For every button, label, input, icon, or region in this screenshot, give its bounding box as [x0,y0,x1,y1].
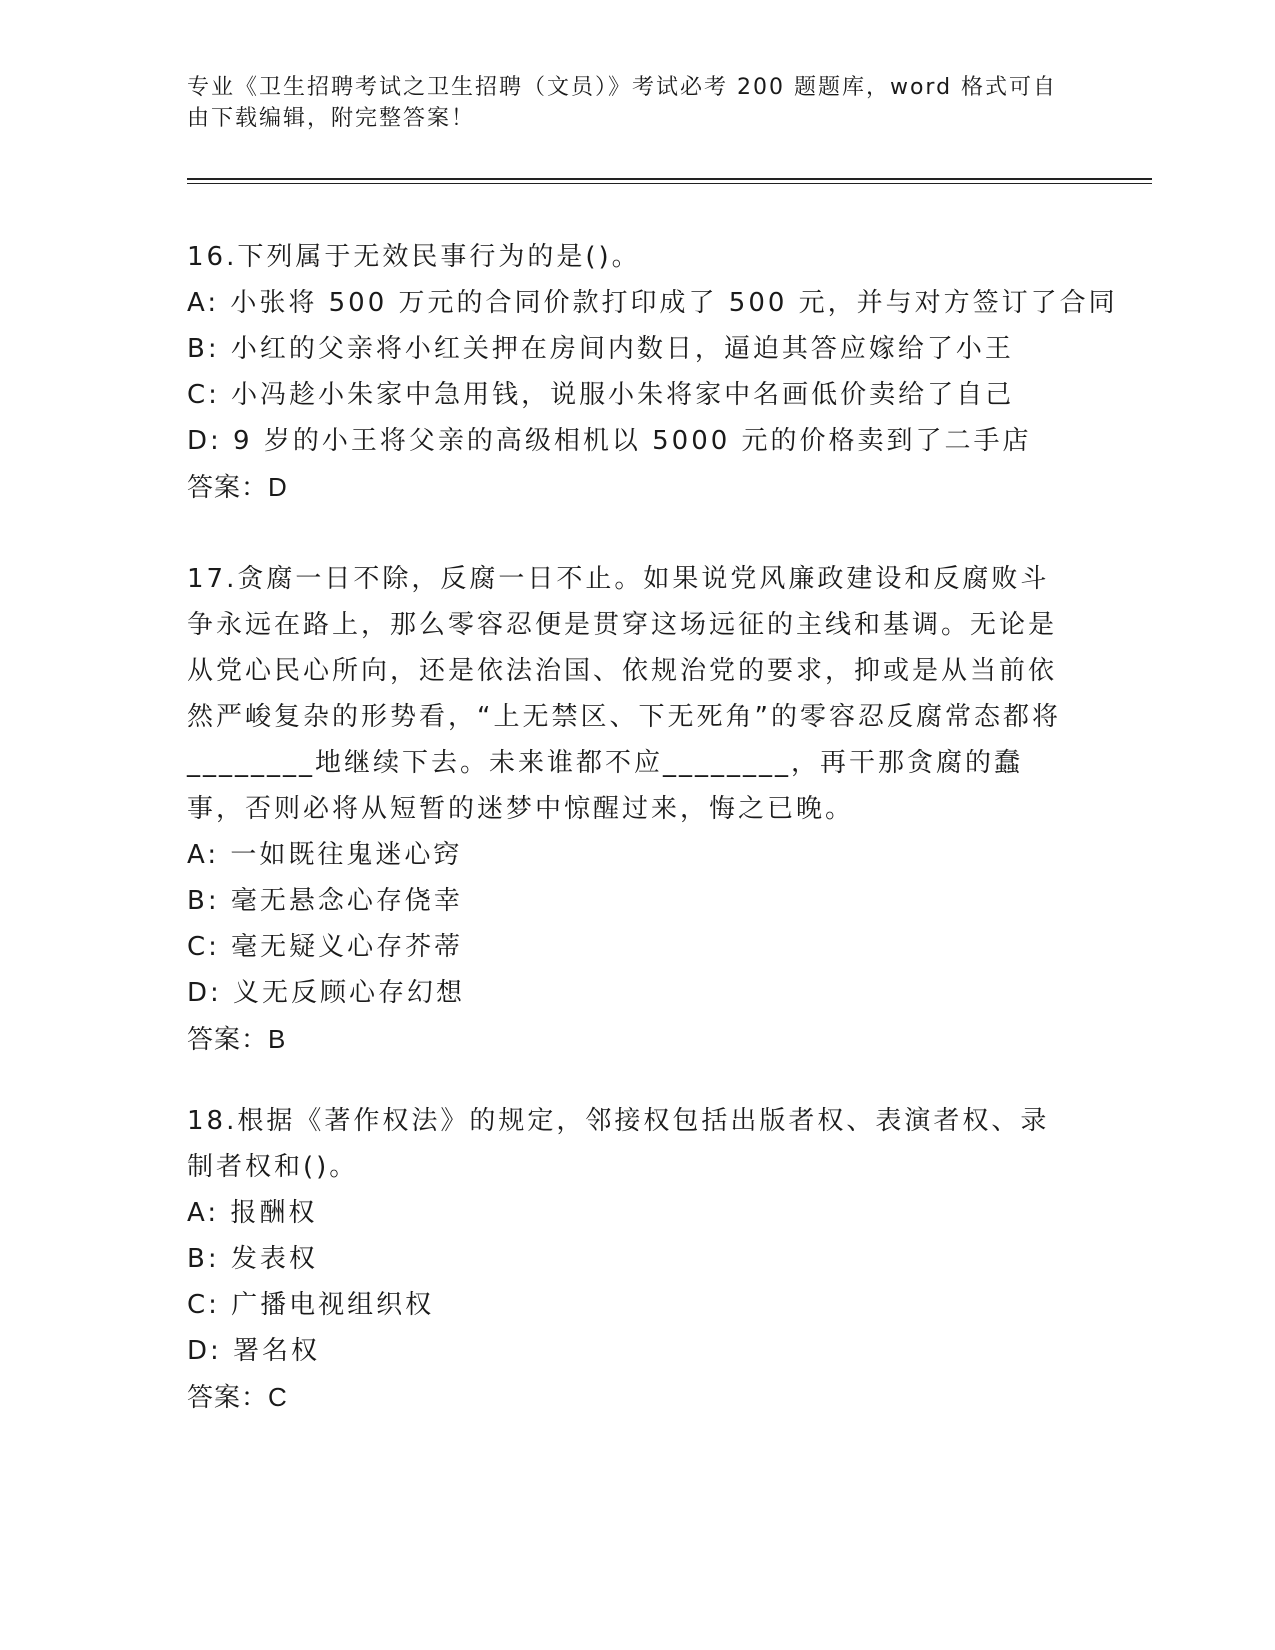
option-c: C: 小冯趁小朱家中急用钱，说服小朱将家中名画低价卖给了自己 [187,380,1015,410]
header-divider-thick [187,178,1152,180]
option-b: B: 毫无悬念心存侥幸 [187,886,463,916]
option-c: C: 广播电视组织权 [187,1290,435,1320]
question-stem: 16.下列属于无效民事行为的是()。 [187,242,641,272]
option-d: D: 9 岁的小王将父亲的高级相机以 5000 元的价格卖到了二手店 [187,426,1032,456]
option-d: D: 义无反顾心存幻想 [187,978,466,1008]
answer-label: 答案：C [187,1382,288,1412]
question-stem: 17.贪腐一日不除，反腐一日不止。如果说党风廉政建设和反腐败斗争永远在路上，那么零容忍便是贯穿这场远征的主线和基调。无论是从党心民心所向，还是依法治国、依规治党的要求，抑或是从当前依然严峻复杂的形势看，“上无禁区、下无死角”的零容忍反腐常态都将________地继续下去。未来谁都不应________，再干那贪腐的蠢事，否则必将从短暂的迷梦中惊醒过来，悔之已晚。 [187,564,1061,824]
option-b: B: 小红的父亲将小红关押在房间内数日，逼迫其答应嫁给了小王 [187,334,1014,364]
answer-label: 答案：D [187,472,288,502]
option-a: A: 报酬权 [187,1198,318,1228]
answer-label: 答案：B [187,1024,287,1054]
question-16 [187,234,1118,510]
document-header: 专业《卫生招聘考试之卫生招聘（文员）》考试必考 200 题题库，word 格式可自由下载编辑，附完整答案！ [187,75,1058,131]
question-18 [187,1098,1072,1420]
header-divider-thin [187,183,1152,184]
option-a: A: 小张将 500 万元的合同价款打印成了 500 元，并与对方签订了合同 [187,288,1118,318]
question-stem: 18.根据《著作权法》的规定，邻接权包括出版者权、表演者权、录制者权和()。 [187,1106,1050,1182]
option-a: A: 一如既往鬼迷心窍 [187,840,463,870]
question-17 [187,556,1072,1062]
option-b: B: 发表权 [187,1244,318,1274]
option-c: C: 毫无疑义心存芥蒂 [187,932,464,962]
option-d: D: 署名权 [187,1336,321,1366]
